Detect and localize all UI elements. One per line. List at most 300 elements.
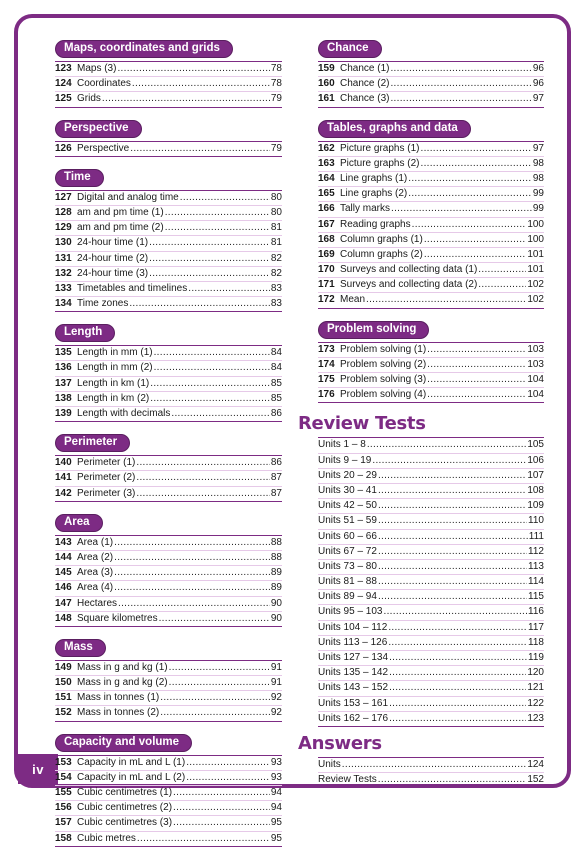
unit-title: Problem solving (2): [340, 358, 427, 370]
leader-dots: [149, 267, 270, 281]
page-ref: 82: [270, 252, 282, 264]
page-ref: 101: [527, 264, 544, 276]
toc-list: [318, 342, 544, 404]
leader-dots: [188, 282, 270, 296]
leader-dots: [389, 651, 527, 665]
leader-dots: [424, 248, 527, 262]
leader-dots: [378, 499, 526, 513]
leader-dots: [424, 233, 527, 247]
page-ref: 90: [270, 612, 282, 624]
unit-number: 175: [318, 374, 335, 385]
leader-dots: [129, 297, 270, 311]
page-ref: 89: [270, 567, 282, 579]
unit-number: 128: [55, 206, 72, 218]
leader-dots: [173, 816, 270, 830]
unit-number: 134: [55, 298, 72, 310]
page-ref: 120: [527, 667, 544, 679]
toc-entry[interactable]: [55, 536, 282, 551]
toc-entry[interactable]: [55, 252, 282, 267]
page-ref: 106: [527, 454, 544, 466]
entry-title: Units 60 – 66: [318, 530, 377, 542]
unit-title: Picture graphs (2): [340, 157, 420, 169]
page-number: iv: [18, 754, 58, 784]
toc-entry[interactable]: [318, 697, 544, 712]
page-ref: 80: [270, 191, 282, 203]
page-ref: 93: [270, 756, 282, 768]
entry-title: Units 51 – 59: [318, 515, 377, 527]
unit-number: 165: [318, 188, 335, 200]
unit-title: Tally marks: [340, 203, 391, 215]
toc-entry[interactable]: [55, 267, 282, 282]
toc-entry[interactable]: [318, 187, 544, 202]
toc-entry[interactable]: [318, 712, 544, 726]
unit-number: 127: [55, 191, 72, 203]
page-ref: 91: [270, 677, 282, 689]
unit-number: 131: [55, 252, 72, 264]
toc-entry[interactable]: [318, 773, 544, 787]
page-ref: 93: [270, 771, 282, 783]
page-ref: 102: [527, 279, 544, 291]
unit-title: Length in km (2): [77, 392, 150, 404]
leader-dots: [388, 621, 527, 635]
unit-number: 123: [55, 63, 72, 74]
toc-entry[interactable]: [318, 651, 544, 666]
toc-entry[interactable]: [318, 278, 544, 293]
leader-dots: [427, 343, 526, 357]
toc-entry[interactable]: [318, 530, 544, 545]
toc-entry[interactable]: [55, 816, 282, 831]
toc-entry[interactable]: [55, 142, 282, 156]
page-ref: 111: [528, 530, 544, 542]
unit-number: 173: [318, 343, 335, 355]
unit-title: Square kilometres: [77, 612, 158, 624]
unit-title: Mass in tonnes (1): [77, 692, 160, 704]
unit-title: Perimeter (1): [77, 457, 136, 469]
unit-number: 137: [55, 377, 72, 389]
toc-entry[interactable]: [318, 758, 544, 773]
toc-entry[interactable]: [55, 221, 282, 236]
toc-entry[interactable]: [55, 691, 282, 706]
unit-title: Capacity in mL and L (2): [77, 771, 186, 783]
entry-title: Units 89 – 94: [318, 591, 377, 603]
leader-dots: [114, 551, 270, 565]
toc-entry[interactable]: [318, 373, 544, 388]
entry-title: Units 81 – 88: [318, 576, 377, 588]
unit-title: Reading graphs: [340, 218, 411, 230]
unit-title: Time zones: [77, 298, 129, 310]
unit-number: 167: [318, 218, 335, 230]
page-ref: 122: [527, 697, 544, 709]
unit-title: Column graphs (2): [340, 248, 423, 260]
entry-title: Units 162 – 176: [318, 712, 389, 724]
toc-entry[interactable]: [318, 263, 544, 278]
page-ref: 88: [270, 536, 282, 548]
unit-title: Cubic metres: [77, 832, 136, 844]
toc-entry[interactable]: [318, 590, 544, 605]
toc-entry[interactable]: [55, 236, 282, 251]
unit-number: 139: [55, 408, 72, 419]
toc-entry[interactable]: [55, 407, 282, 421]
entry-title: Units 30 – 41: [318, 484, 377, 496]
toc-entry[interactable]: [318, 142, 544, 157]
toc-section: [55, 167, 282, 313]
page-ref: 117: [528, 621, 544, 633]
leader-dots: [378, 590, 527, 604]
toc-entry[interactable]: [318, 454, 544, 469]
unit-number: 144: [55, 551, 72, 563]
page-ref: 86: [270, 457, 282, 469]
toc-list: [55, 345, 282, 422]
page-ref: 121: [527, 682, 544, 694]
entry-title: Units 104 – 112: [318, 621, 388, 633]
toc-list: [55, 455, 282, 502]
toc-entry[interactable]: [318, 343, 544, 358]
entry-title: Units 67 – 72: [318, 545, 377, 557]
unit-title: Area (3): [77, 567, 114, 579]
section-heading: Time: [55, 169, 104, 187]
toc-entry[interactable]: [318, 575, 544, 590]
leader-dots: [408, 187, 532, 201]
unit-number: 130: [55, 237, 72, 249]
unit-number: 138: [55, 392, 72, 404]
toc-entry[interactable]: [55, 297, 282, 311]
unit-number: 160: [318, 78, 335, 90]
unit-number: 125: [55, 93, 72, 105]
page-ref: 105: [527, 439, 544, 451]
unit-title: Length in mm (1): [77, 347, 153, 359]
leader-dots: [372, 454, 526, 468]
toc-entry[interactable]: [55, 361, 282, 376]
unit-number: 155: [55, 787, 72, 798]
toc-entry[interactable]: [318, 92, 544, 106]
leader-dots: [420, 157, 531, 171]
toc-list: [318, 61, 544, 108]
page-ref: 95: [270, 832, 282, 844]
toc-entry[interactable]: [318, 358, 544, 373]
leader-dots: [378, 773, 527, 787]
leader-dots: [150, 377, 270, 391]
toc-entry[interactable]: [55, 581, 282, 596]
page-ref: 152: [527, 774, 544, 786]
leader-dots: [378, 530, 528, 544]
toc-entry[interactable]: [318, 484, 544, 499]
leader-dots: [478, 278, 526, 292]
page-ref: 84: [270, 347, 282, 359]
page-ref: 97: [532, 142, 544, 154]
unit-title: Perimeter (2): [77, 472, 136, 484]
unit-number: 150: [55, 677, 72, 689]
toc-section: [55, 512, 282, 627]
leader-dots: [137, 832, 270, 846]
page-ref: 85: [270, 377, 282, 389]
toc-entry[interactable]: [318, 514, 544, 529]
leader-dots: [412, 218, 527, 232]
toc-section: [55, 637, 282, 722]
toc-section: [318, 118, 544, 309]
leader-dots: [367, 438, 527, 452]
section-heading: Tables, graphs and data: [318, 120, 471, 138]
unit-number: 176: [318, 389, 335, 401]
page-ref: 119: [528, 652, 544, 663]
answers-heading: Answers: [298, 732, 382, 754]
toc-entry[interactable]: [318, 681, 544, 696]
toc-section: [55, 38, 282, 108]
toc-entry[interactable]: [55, 551, 282, 566]
toc-entry[interactable]: [318, 77, 544, 92]
unit-title: 24-hour time (2): [77, 252, 149, 264]
unit-number: 154: [55, 771, 72, 783]
toc-entry[interactable]: [55, 282, 282, 297]
toc-entry[interactable]: [55, 346, 282, 361]
leader-dots: [427, 388, 526, 402]
answers-section: [298, 732, 544, 788]
unit-number: 141: [55, 472, 72, 484]
unit-number: 148: [55, 612, 72, 624]
unit-number: 132: [55, 267, 72, 279]
toc-section: [55, 732, 282, 847]
toc-entry[interactable]: [318, 636, 544, 651]
toc-section: [55, 322, 282, 422]
page-ref: 94: [270, 787, 282, 798]
entry-title: Units 135 – 142: [318, 667, 389, 679]
toc-entry[interactable]: [318, 560, 544, 575]
leader-dots: [130, 142, 270, 156]
unit-title: Area (1): [77, 536, 114, 548]
entry-title: Units 1 – 8: [318, 439, 366, 451]
leader-dots: [378, 545, 527, 559]
toc-entry[interactable]: [318, 621, 544, 636]
unit-title: Chance (1): [340, 63, 390, 74]
entry-title: Units 95 – 103: [318, 606, 383, 618]
unit-title: Mass in tonnes (2): [77, 707, 160, 719]
page-ref: 124: [527, 758, 544, 770]
toc-entry[interactable]: [318, 499, 544, 514]
toc-entry[interactable]: [55, 191, 282, 206]
section-heading: Mass: [55, 639, 106, 657]
leader-dots: [378, 514, 527, 528]
leader-dots: [136, 487, 270, 501]
unit-number: 126: [55, 142, 72, 154]
leader-dots: [173, 786, 270, 800]
entry-title: Units 20 – 29: [318, 469, 377, 481]
unit-title: Cubic centimetres (1): [77, 787, 173, 798]
unit-number: 158: [55, 832, 72, 844]
leader-dots: [149, 252, 270, 266]
unit-number: 140: [55, 457, 72, 469]
page-ref: 85: [270, 392, 282, 404]
page-ref: 79: [270, 93, 282, 105]
unit-number: 147: [55, 597, 72, 609]
leader-dots: [171, 407, 269, 421]
toc-entry[interactable]: [318, 202, 544, 217]
page-ref: 116: [528, 606, 544, 618]
entry-title: Units 9 – 19: [318, 454, 372, 466]
unit-title: Mass in g and kg (1): [77, 661, 168, 673]
toc-entry[interactable]: [318, 62, 544, 77]
toc-list: [55, 535, 282, 627]
toc-entry[interactable]: [55, 786, 282, 801]
toc-entry[interactable]: [55, 487, 282, 501]
page-ref: 107: [527, 469, 544, 481]
unit-number: 149: [55, 661, 72, 673]
leader-dots: [114, 581, 270, 595]
leader-dots: [378, 575, 527, 589]
toc-entry[interactable]: [318, 388, 544, 402]
unit-number: 124: [55, 78, 72, 90]
leader-dots: [388, 636, 527, 650]
page-ref: 87: [270, 472, 282, 484]
leader-dots: [169, 676, 270, 690]
leader-dots: [132, 77, 270, 91]
entry-title: Units 73 – 80: [318, 560, 377, 572]
leader-dots: [117, 62, 269, 76]
leader-dots: [478, 263, 526, 277]
toc-entry[interactable]: [55, 77, 282, 92]
leader-dots: [378, 560, 527, 574]
page-ref: 103: [527, 343, 544, 355]
toc-section: [55, 118, 282, 157]
unit-title: Mass in g and kg (2): [77, 677, 168, 689]
unit-number: 174: [318, 358, 335, 370]
unit-number: 157: [55, 817, 72, 829]
leader-dots: [186, 771, 270, 785]
toc-list: [318, 141, 544, 309]
page-ref: 104: [527, 389, 544, 401]
toc-entry[interactable]: [318, 293, 544, 307]
page-ref: 95: [270, 817, 282, 829]
page-ref: 113: [528, 560, 544, 572]
toc-entry[interactable]: [55, 801, 282, 816]
leader-dots: [114, 536, 270, 550]
unit-title: Chance (3): [340, 93, 390, 105]
page-ref: 100: [527, 218, 544, 230]
toc-entry[interactable]: [55, 566, 282, 581]
unit-title: Cubic centimetres (2): [77, 802, 173, 814]
toc-entry[interactable]: [55, 62, 282, 77]
page-ref: 123: [527, 712, 544, 724]
unit-title: Line graphs (1): [340, 172, 408, 184]
page-ref: 118: [528, 636, 544, 648]
page-ref: 102: [527, 294, 544, 306]
toc-entry[interactable]: [55, 612, 282, 626]
toc-entry[interactable]: [318, 218, 544, 233]
unit-number: 136: [55, 362, 72, 374]
leader-dots: [389, 697, 526, 711]
leader-dots: [160, 706, 270, 720]
toc-list: [55, 190, 282, 313]
review-tests-section: [298, 413, 544, 727]
leader-dots: [390, 92, 531, 106]
toc-entry[interactable]: [55, 206, 282, 221]
toc-list: [55, 141, 282, 157]
page-ref: 81: [270, 222, 282, 234]
entry-title: Units 113 – 126: [318, 636, 388, 648]
unit-title: Timetables and timelines: [77, 282, 188, 294]
toc-entry[interactable]: [318, 605, 544, 620]
toc-entry[interactable]: [55, 392, 282, 407]
toc-entry[interactable]: [318, 157, 544, 172]
leader-dots: [169, 661, 270, 675]
page-ref: 91: [270, 661, 282, 673]
page-ref: 78: [270, 78, 282, 90]
unit-title: Problem solving (1): [340, 343, 427, 355]
page-ref: 84: [270, 362, 282, 374]
toc-entry[interactable]: [55, 771, 282, 786]
page-ref: 87: [270, 487, 282, 499]
unit-title: Surveys and collecting data (2): [340, 279, 478, 291]
unit-title: Capacity in mL and L (1): [77, 756, 186, 768]
unit-title: Hectares: [77, 597, 118, 609]
unit-title: Coordinates: [77, 78, 131, 90]
toc-entry[interactable]: [55, 597, 282, 612]
leader-dots: [118, 597, 270, 611]
leader-dots: [154, 346, 270, 360]
toc-entry[interactable]: [55, 377, 282, 392]
page-ref: 78: [270, 63, 282, 74]
toc-entry[interactable]: [318, 469, 544, 484]
toc-entry[interactable]: [55, 92, 282, 106]
unit-number: 166: [318, 203, 335, 215]
toc-entry[interactable]: [318, 666, 544, 681]
page-ref: 82: [270, 267, 282, 279]
unit-title: 24-hour time (3): [77, 267, 149, 279]
section-heading: Length: [55, 324, 115, 342]
page-ref: 83: [270, 298, 282, 310]
section-heading: Perimeter: [55, 434, 130, 452]
toc-entry[interactable]: [318, 438, 544, 453]
leader-dots: [390, 77, 531, 91]
leader-dots: [389, 681, 526, 695]
entry-title: Units 143 – 152: [318, 682, 389, 694]
page-ref: 110: [528, 515, 544, 527]
page-ref: 96: [532, 63, 544, 74]
toc-list: [55, 660, 282, 722]
page-ref: 86: [270, 408, 282, 419]
review-tests-heading: Review Tests: [298, 413, 426, 435]
toc-entry[interactable]: [55, 832, 282, 846]
unit-title: Picture graphs (1): [340, 142, 420, 154]
page-ref: 101: [527, 248, 544, 260]
page-ref: 109: [527, 500, 544, 512]
toc-section: [55, 432, 282, 502]
unit-number: 143: [55, 536, 72, 548]
unit-title: Line graphs (2): [340, 188, 408, 200]
toc-list: [55, 755, 282, 847]
section-heading: Capacity and volume: [55, 734, 192, 752]
unit-title: Chance (2): [340, 78, 390, 90]
leader-dots: [391, 202, 532, 216]
toc-entry[interactable]: [318, 545, 544, 560]
leader-dots: [408, 172, 532, 186]
unit-title: Problem solving (4): [340, 389, 427, 401]
unit-title: Perspective: [77, 142, 130, 154]
unit-number: 135: [55, 347, 72, 359]
toc-list: [55, 61, 282, 108]
toc-entry[interactable]: [318, 233, 544, 248]
toc-entry[interactable]: [318, 248, 544, 263]
toc-entry[interactable]: [55, 456, 282, 471]
unit-number: 156: [55, 802, 72, 814]
toc-entry[interactable]: [55, 676, 282, 691]
leader-dots: [173, 801, 270, 815]
toc-entry[interactable]: [55, 661, 282, 676]
toc-entry[interactable]: [55, 471, 282, 486]
unit-number: 161: [318, 93, 335, 105]
unit-title: Surveys and collecting data (1): [340, 264, 478, 276]
toc-entry[interactable]: [318, 172, 544, 187]
toc-entry[interactable]: [55, 756, 282, 771]
toc-entry[interactable]: [55, 706, 282, 720]
